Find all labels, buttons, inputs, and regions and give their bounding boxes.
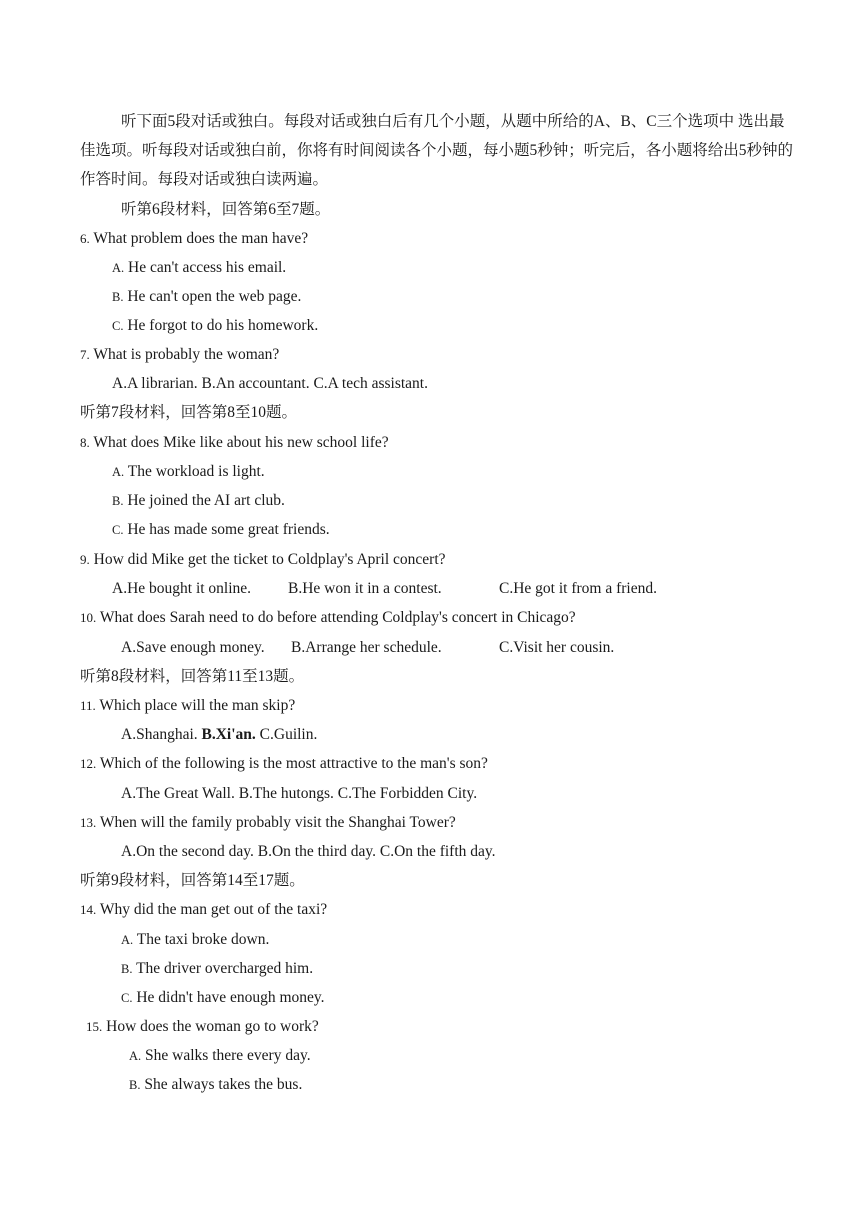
options-line bbox=[121, 842, 496, 862]
question-number: 6. bbox=[80, 231, 90, 246]
question-text: What is probably the woman? bbox=[93, 346, 280, 363]
option-a: A.Shanghai. bbox=[121, 726, 198, 743]
question-number: 9. bbox=[80, 552, 90, 567]
option-text: He can't access his email. bbox=[128, 259, 287, 276]
option-text: The workload is light. bbox=[127, 463, 265, 480]
section-heading: 听第9段材料，回答第14至17题。 bbox=[80, 872, 305, 889]
option-c bbox=[112, 316, 318, 336]
section-heading: 听第8段材料，回答第11至13题。 bbox=[80, 668, 305, 685]
option-label: A. bbox=[112, 465, 125, 479]
option-c: C.A tech assistant. bbox=[313, 375, 428, 392]
option-text: The driver overcharged him. bbox=[136, 960, 314, 977]
section-heading: 听第6段材料，回答第6至7题。 bbox=[121, 201, 331, 218]
option-b bbox=[112, 491, 285, 511]
option-a: A.The Great Wall. bbox=[121, 785, 235, 802]
option-a bbox=[129, 1046, 311, 1066]
question-text: When will the family probably visit the Shanghai Tower? bbox=[99, 814, 456, 831]
option-b bbox=[129, 1075, 302, 1095]
option-b: B.Arrange her schedule. bbox=[291, 639, 442, 656]
question-12 bbox=[80, 754, 488, 774]
option-label: B. bbox=[112, 494, 124, 508]
option-label: A. bbox=[129, 1049, 142, 1063]
question-number: 10. bbox=[80, 610, 97, 625]
option-a bbox=[112, 258, 286, 278]
question-text: Why did the man get out of the taxi? bbox=[99, 901, 328, 918]
option-text: He forgot to do his homework. bbox=[127, 317, 319, 334]
question-text: What does Mike like about his new school life? bbox=[93, 434, 389, 451]
option-a bbox=[112, 462, 265, 482]
option-label: B. bbox=[129, 1078, 141, 1092]
option-a: A.On the second day. bbox=[121, 843, 254, 860]
option-a: A.A librarian. bbox=[112, 375, 198, 392]
option-c: C.On the fifth day. bbox=[379, 843, 496, 860]
option-label: A. bbox=[112, 261, 125, 275]
question-text: What problem does the man have? bbox=[93, 230, 309, 247]
option-b: B.On the third day. bbox=[257, 843, 376, 860]
question-number: 11. bbox=[80, 698, 96, 713]
question-text: Which place will the man skip? bbox=[99, 697, 296, 714]
options-line bbox=[112, 374, 428, 394]
option-c: C.Visit her cousin. bbox=[499, 639, 615, 656]
option-label: B. bbox=[112, 290, 124, 304]
question-6 bbox=[80, 229, 308, 249]
question-10 bbox=[80, 608, 576, 628]
option-b: B.Xi'an. bbox=[201, 726, 256, 743]
option-text: He didn't have enough money. bbox=[136, 989, 325, 1006]
option-c bbox=[121, 988, 325, 1008]
option-a: A.Save enough money. bbox=[121, 639, 265, 656]
question-9 bbox=[80, 550, 446, 570]
option-c bbox=[112, 520, 330, 540]
option-label: B. bbox=[121, 962, 133, 976]
question-text: How did Mike get the ticket to Coldplay's April concert? bbox=[93, 551, 446, 568]
question-text: What does Sarah need to do before attending Coldplay's concert in Chicago? bbox=[99, 609, 576, 626]
option-b bbox=[121, 959, 313, 979]
option-label: C. bbox=[112, 319, 124, 333]
option-a bbox=[121, 930, 269, 950]
question-8 bbox=[80, 433, 389, 453]
option-text: He has made some great friends. bbox=[127, 521, 330, 538]
question-number: 12. bbox=[80, 756, 97, 771]
question-13 bbox=[80, 813, 456, 833]
question-11 bbox=[80, 696, 295, 716]
option-text: The taxi broke down. bbox=[136, 931, 270, 948]
question-number: 14. bbox=[80, 902, 97, 917]
option-text: He joined the AI art club. bbox=[127, 492, 285, 509]
option-c: C.He got it from a friend. bbox=[499, 580, 657, 597]
option-b: B.An accountant. bbox=[201, 375, 310, 392]
question-text: How does the woman go to work? bbox=[106, 1018, 319, 1035]
option-text: She always takes the bus. bbox=[144, 1076, 303, 1093]
option-label: C. bbox=[121, 991, 133, 1005]
option-c: C.The Forbidden City. bbox=[337, 785, 478, 802]
question-14 bbox=[80, 900, 327, 920]
question-number: 8. bbox=[80, 435, 90, 450]
option-text: She walks there every day. bbox=[145, 1047, 311, 1064]
option-b: B.He won it in a contest. bbox=[288, 580, 442, 597]
options-line bbox=[121, 725, 317, 745]
section-heading: 听第7段材料，回答第8至10题。 bbox=[80, 404, 298, 421]
question-7 bbox=[80, 345, 279, 365]
question-text: Which of the following is the most attractive to the man's son? bbox=[99, 755, 488, 772]
question-number: 13. bbox=[80, 815, 97, 830]
option-b bbox=[112, 287, 301, 307]
option-label: A. bbox=[121, 933, 134, 947]
option-c: C.Guilin. bbox=[259, 726, 318, 743]
question-15 bbox=[86, 1017, 319, 1037]
option-b: B.The hutongs. bbox=[238, 785, 334, 802]
option-label: C. bbox=[112, 523, 124, 537]
options-line bbox=[121, 784, 477, 804]
question-number: 15. bbox=[86, 1019, 103, 1034]
option-text: He can't open the web page. bbox=[127, 288, 302, 305]
option-a: A.He bought it online. bbox=[112, 580, 252, 597]
listening-instructions: 听下面5段对话或独白。每段对话或独白后有几个小题，从题中所给的A、B、C三个选项中 选出最佳选项。听每段对话或独白前，你将有时间阅读各个小题，每小题5秒钟；听完后，各小题将给出5秒钟的作答时间。每段对话或独白读两遍。 bbox=[80, 113, 794, 188]
question-number: 7. bbox=[80, 347, 90, 362]
